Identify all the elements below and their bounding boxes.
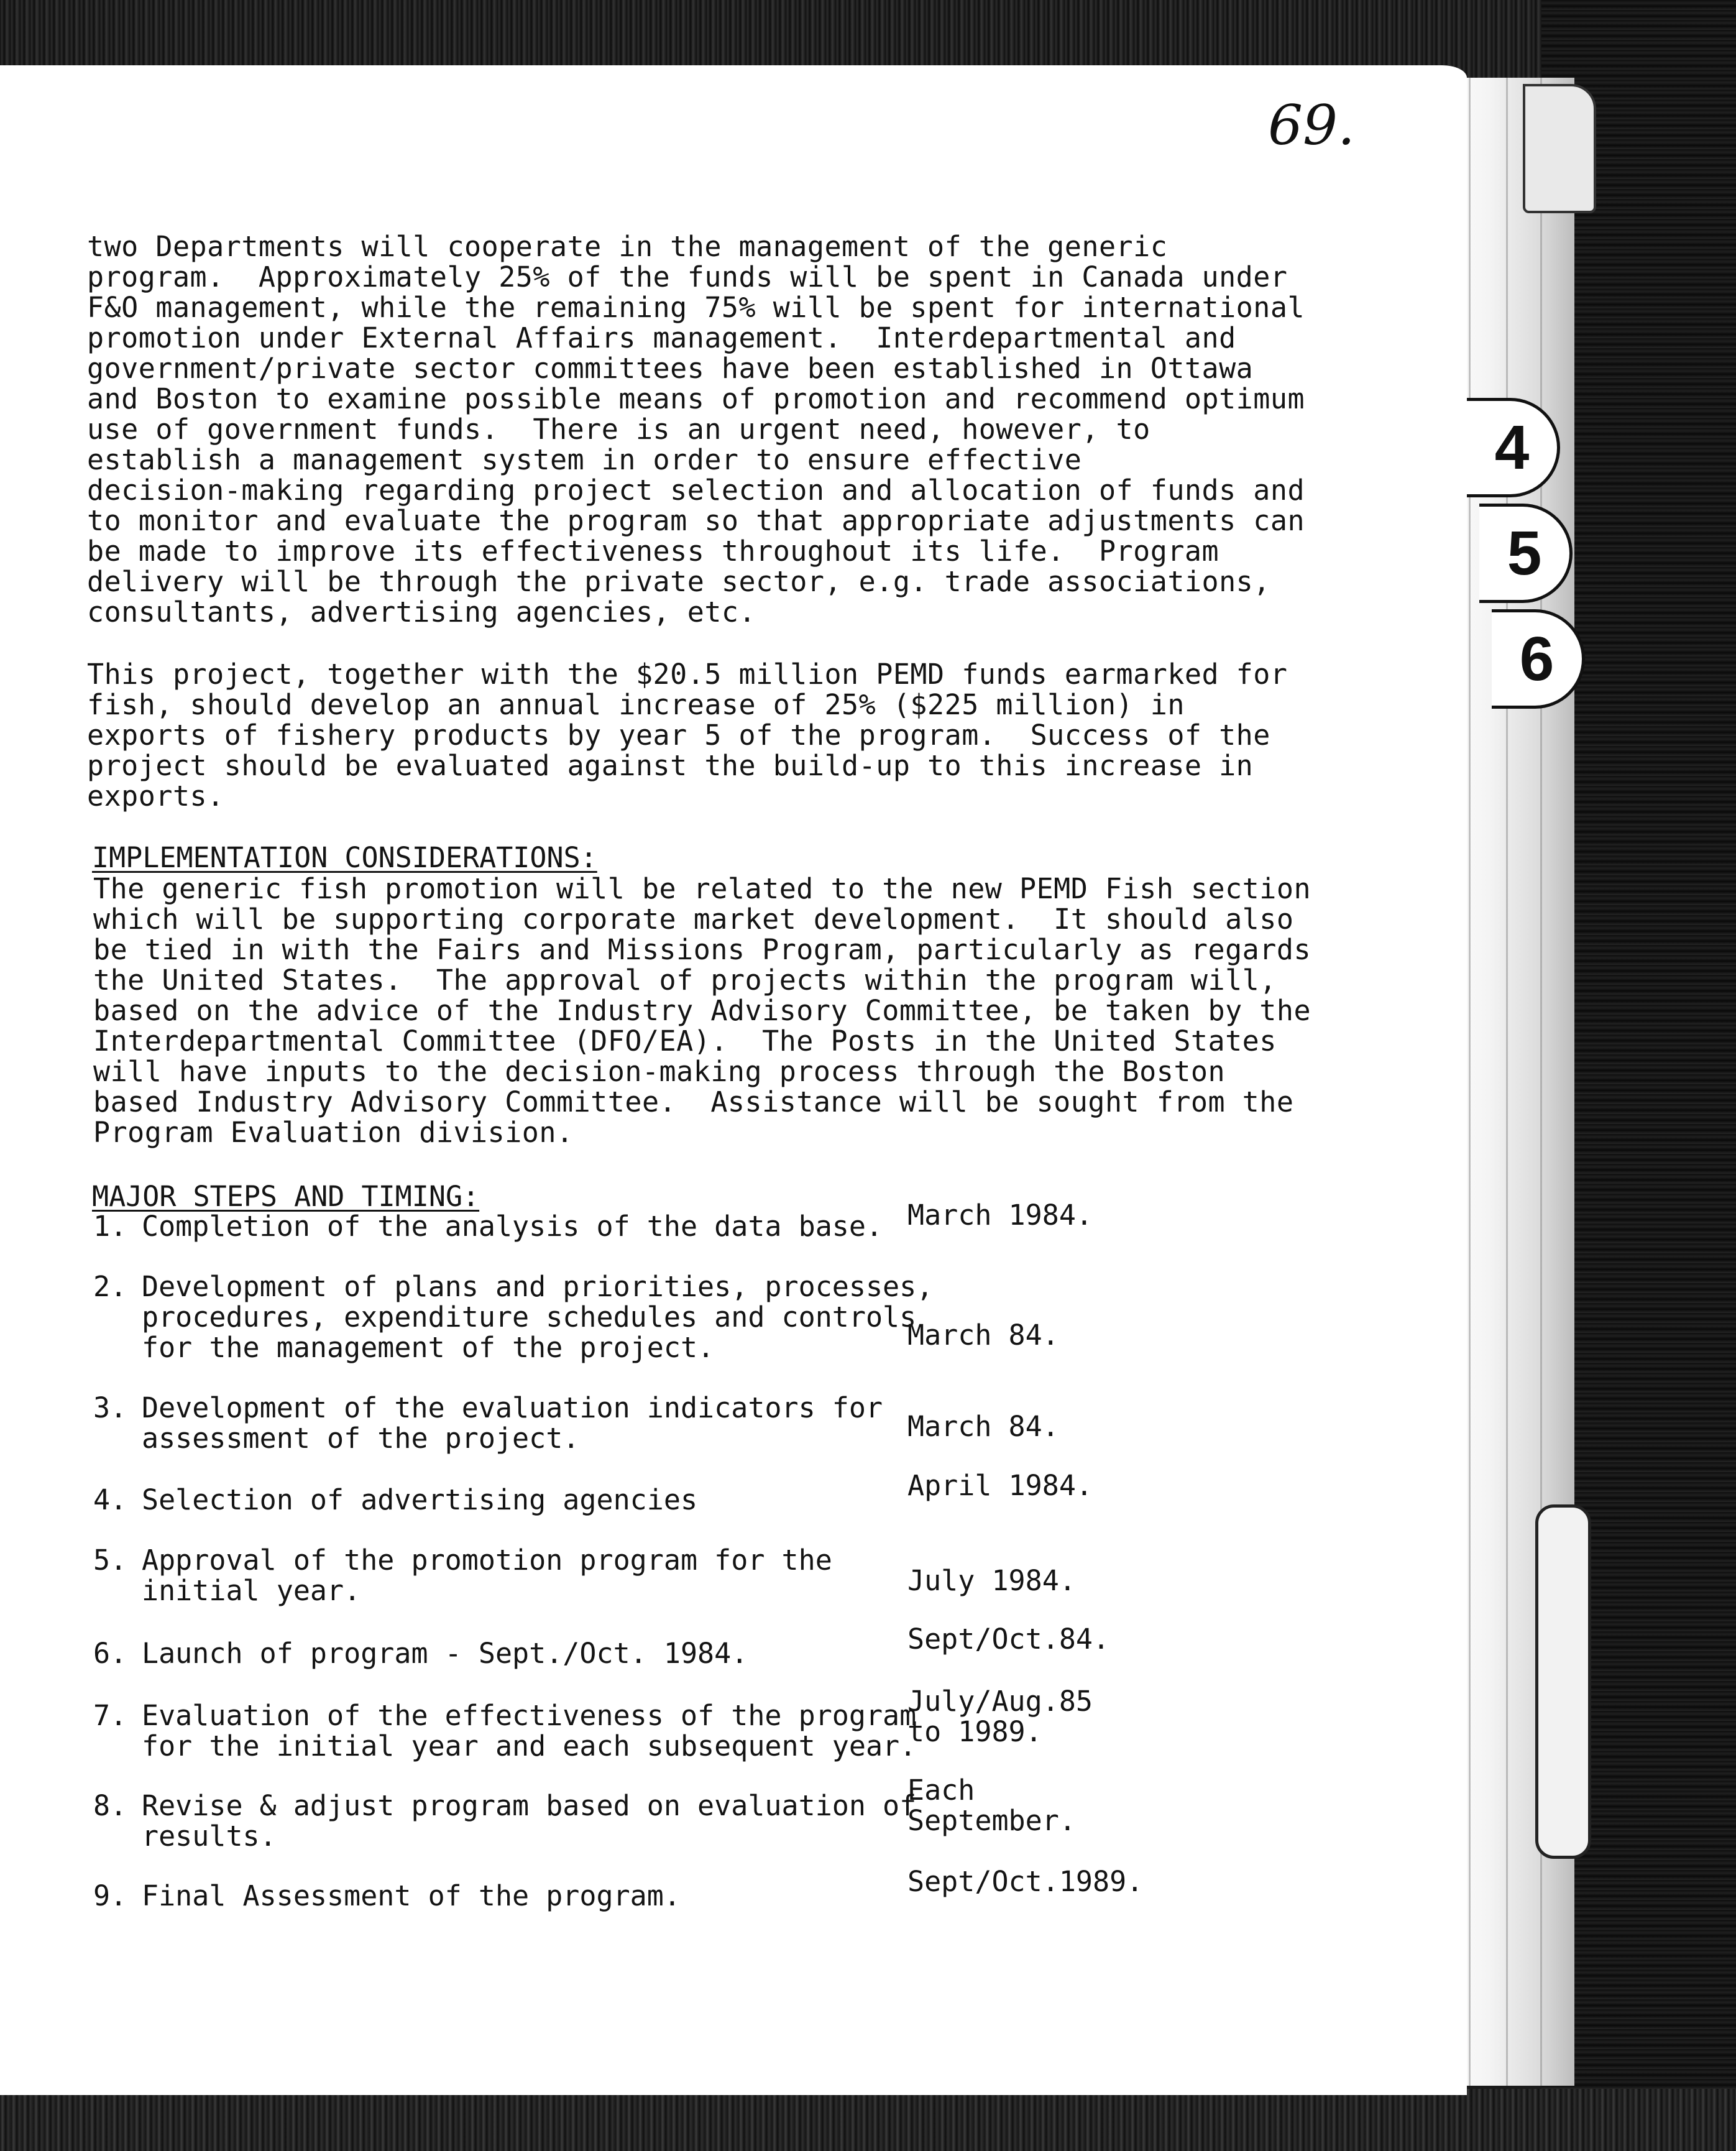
index-tab-label: 6 (1519, 624, 1555, 694)
edge-line (1469, 78, 1471, 2086)
step-date: March 1984. (907, 1199, 1093, 1232)
step-date: Each September. (907, 1774, 1076, 1837)
edge-line (1506, 78, 1508, 2086)
step-number: 8. (93, 1789, 127, 1822)
index-tab-label: 4 (1494, 412, 1530, 482)
scan-border-bottom (0, 2089, 1736, 2151)
step-date: March 84. (907, 1319, 1059, 1352)
step-description: Approval of the promotion program for the initial year. (142, 1544, 832, 1607)
step-description: Final Assessment of the program. (142, 1879, 681, 1912)
step-date: March 84. (907, 1410, 1059, 1443)
step-date: Sept/Oct.1989. (907, 1865, 1144, 1898)
step-number: 3. (93, 1391, 127, 1424)
step-description: Selection of advertising agencies (142, 1483, 698, 1516)
steps-heading: MAJOR STEPS AND TIMING: (92, 1180, 480, 1213)
step-date: Sept/Oct.84. (907, 1623, 1110, 1656)
binder-clip (1535, 1504, 1591, 1859)
step-number: 7. (93, 1699, 127, 1732)
implementation-body: The generic fish promotion will be related to the new PEMD Fish section which will be supporting corporate market development. It should also be tied in with the Fairs and Missions Program, particularly as regards the United States. The approval of projects within the program will, based on the advice of the Industry Advisory Committee, be taken by the Interdepartmental Committee (DFO/EA). The Posts in the United States will have inputs to the decision-making process through the Boston based Industry Advisory Committee. Assistance will be sought from the Program Evaluation division. (93, 872, 1311, 1149)
step-number: 4. (93, 1483, 127, 1516)
step-description: Launch of program - Sept./Oct. 1984. (142, 1637, 748, 1670)
step-number: 9. (93, 1879, 127, 1912)
step-description: Development of the evaluation indicators for assessment of the project. (142, 1391, 883, 1455)
corner-clip (1523, 84, 1596, 213)
step-description: Completion of the analysis of the data base. (142, 1210, 883, 1243)
step-number: 1. (93, 1210, 127, 1243)
step-description: Evaluation of the effectiveness of the program for the initial year and each subsequent year. (142, 1699, 917, 1762)
step-date: April 1984. (907, 1469, 1093, 1502)
step-number: 2. (93, 1270, 127, 1303)
step-date: July/Aug.85 to 1989. (907, 1685, 1093, 1748)
body-paragraph-1: two Departments will cooperate in the management of the generic program. Approximately 25% of the funds will be spent in Canada F&O management, while the remaining 75% will be spent for promotion under External Affairs management. Interdepartmental government/private sector committees have been established in and Boston to examine possible means of promotion and recommend use of government funds. There is an urgent need, however, to establish a management system in order to ensure effective decision-making regarding project selection and allocation of to monitor and evaluate the program so that appropriate adjustments be made to improve its effectiveness throughout its life. Program delivery will be through the private sector, e.g. trade associations, consultants, advertising agencies, etc. (87, 230, 1270, 629)
body-paragraph-2: This project, together with the $20.5 million PEMD funds earmarked fish, should develop an annual increase of 25% ($225 million) in exports of fishery products by year 5 of the program. Success project should be evaluated against the build-up to this increase exports. (87, 658, 1219, 813)
step-number: 5. (93, 1544, 127, 1577)
index-tab-label: 5 (1507, 518, 1542, 588)
step-description: Revise & adjust program based on evaluation results. (142, 1789, 866, 1853)
page-number: 69. (1268, 93, 1355, 157)
step-number: 6. (93, 1637, 127, 1670)
implementation-heading: IMPLEMENTATION CONSIDERATIONS: (92, 841, 597, 874)
step-description: Development of plans and priorities, processes, procedures, expenditure schedules and controls for the management of the project. (142, 1270, 934, 1364)
step-date: July 1984. (907, 1564, 1076, 1597)
